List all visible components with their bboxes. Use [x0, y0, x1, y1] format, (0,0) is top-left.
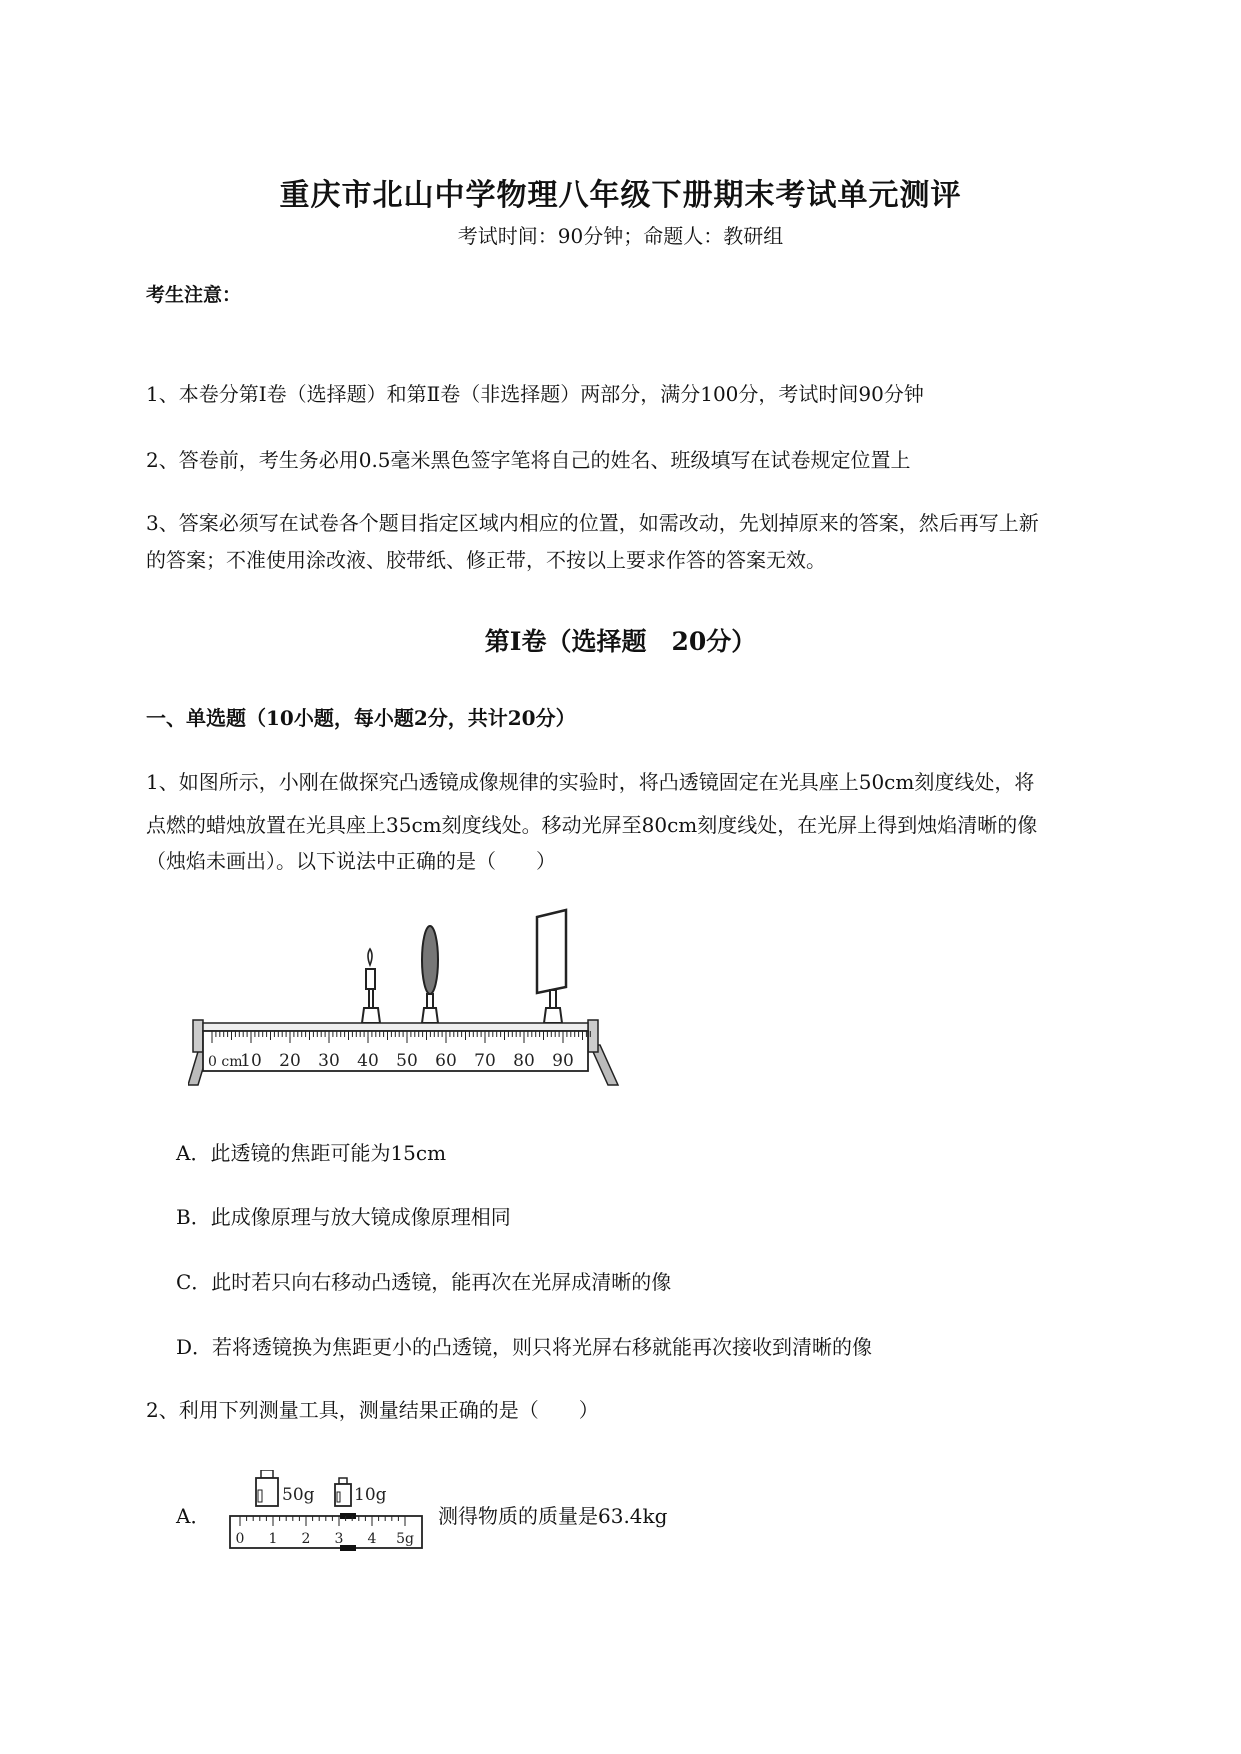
notice-item: 1、本卷分第Ⅰ卷（选择题）和第Ⅱ卷（非选择题）两部分，满分100分，考试时间90分钟: [146, 382, 924, 406]
bench-tick-label: 20: [279, 1051, 301, 1071]
beam-tick-label: 5g: [396, 1531, 414, 1547]
exam-info: 考试时间：90分钟；命题人：教研组: [457, 224, 784, 248]
notice-item: 2、答卷前，考生务必用0.5毫米黑色签字笔将自己的姓名、班级填写在试卷规定位置上: [146, 448, 911, 472]
beam-tick-label: 4: [367, 1531, 377, 1547]
bench-tick-label: 90: [552, 1051, 574, 1071]
candle-flame: [368, 949, 372, 965]
page-title: 重庆市北山中学物理八年级下册期末考试单元测评: [279, 178, 962, 213]
bench-tick-label: 70: [474, 1051, 496, 1071]
bench-tick-label: 30: [318, 1051, 340, 1071]
beam-tick-label: 2: [301, 1531, 311, 1547]
bench-tick-label: 50: [396, 1051, 418, 1071]
weight-10g-label: 10g: [354, 1485, 387, 1505]
bench-tick-label: 10: [240, 1051, 262, 1071]
q2-option-a-label[interactable]: A．: [176, 1504, 211, 1528]
light-screen: [537, 910, 566, 993]
option-b[interactable]: B．此成像原理与放大镜成像原理相同: [176, 1205, 511, 1229]
question-stem: 2、利用下列测量工具，测量结果正确的是（ ）: [146, 1398, 599, 1422]
bench-tick-label: 80: [513, 1051, 535, 1071]
bench-tick-label: 60: [435, 1051, 457, 1071]
part-heading: 一、单选题（10小题，每小题2分，共计20分）: [146, 706, 576, 730]
balance-figure: [228, 1470, 428, 1560]
question-stem: 点燃的蜡烛放置在光具座上35cm刻度线处。移动光屏至80cm刻度线处，在光屏上得到烛焰清晰的像: [146, 813, 1038, 837]
section-title: 第Ⅰ卷（选择题 20分）: [484, 627, 757, 656]
beam-tick-label: 3: [334, 1531, 344, 1547]
beam-tick-label: 0: [235, 1531, 245, 1547]
question-stem: 1、如图所示，小刚在做探究凸透镜成像规律的实验时，将凸透镜固定在光具座上50cm刻度线处，将: [146, 770, 1035, 794]
option-a[interactable]: A．此透镜的焦距可能为15cm: [176, 1141, 447, 1165]
candle: [366, 969, 375, 989]
rider: [340, 1513, 356, 1519]
bench-tick-label: 40: [357, 1051, 379, 1071]
option-c[interactable]: C．此时若只向右移动凸透镜，能再次在光屏成清晰的像: [176, 1270, 672, 1294]
notice-heading: 考生注意：: [146, 284, 242, 306]
weight-50g-label: 50g: [282, 1485, 315, 1505]
option-d[interactable]: D．若将透镜换为焦距更小的凸透镜，则只将光屏右移就能再次接收到清晰的像: [176, 1335, 873, 1359]
notice-item: 3、答案必须写在试卷各个题目指定区域内相应的位置，如需改动，先划掉原来的答案，然后再写上新: [146, 511, 1039, 535]
bench-unit-label: 0 cm: [208, 1054, 243, 1070]
optical-bench-figure: [188, 905, 688, 1105]
beam-tick-label: 1: [268, 1531, 278, 1547]
question-stem: （烛焰未画出）。以下说法中正确的是（ ）: [146, 849, 556, 873]
convex-lens: [422, 926, 438, 994]
notice-item: 的答案；不准使用涂改液、胶带纸、修正带，不按以上要求作答的答案无效。: [146, 548, 826, 572]
q2-option-a-text: 测得物质的质量是63.4kg: [438, 1504, 668, 1528]
